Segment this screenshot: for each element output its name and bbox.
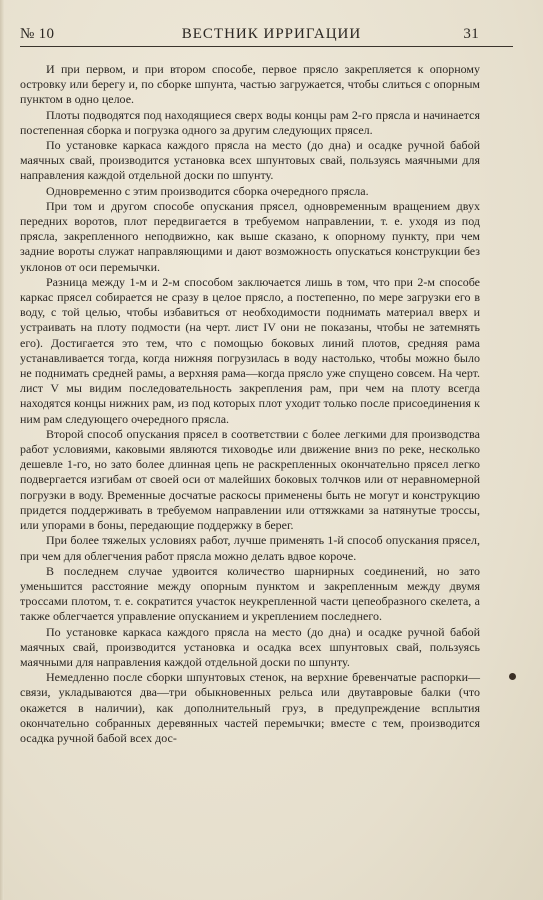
ink-dot-mark — [509, 673, 516, 680]
paragraph: Второй способ опускания прясел в соответствии с более легкими для производства работ условиями, каковыми являются тиховодье или движение вниз по реке, несколько дешевле 1-го, но зато более длинная цепь не раскрепленных окончательно прясел легко подвергается изгибам от своей оси от малейших боковых толчков или от неравномерной погрузки в воду. Временные досчатые раскосы применены быть не могут и конструкцию придется поддерживать в требуемом направлении или оттяжками за натянутые троссы, или упорами в боны, передающие поддержку в берег. — [20, 426, 480, 533]
paragraph: В последнем случае удвоится количество шарнирных соединений, но зато уменьшится расстояние между опорным пунктом и закрепленным между двумя троссами плотом, т. е. сократится участок неукрепленной части цепеобразного скелета, а также облегчается управление опусканием и укреплением последнего. — [20, 563, 480, 624]
page-header — [20, 26, 523, 46]
journal-title: ВЕСТНИК ИРРИГАЦИИ — [181, 26, 362, 42]
paragraph: По установке каркаса каждого прясла на место (до дна) и осадке ручной бабой маячных свай, производится установка и осадка всех шпунтовых свай, пользуясь маячными для направления каждой отдельной доски по шпунту. — [20, 624, 480, 669]
issue-number: № 10 — [20, 26, 55, 42]
paragraph: И при первом, и при втором способе, первое прясло закрепляется к опорному островку или берегу и, по сборке шпунта, частью загружается, чтобы слиться с опорным пунктом в одно целое. — [20, 62, 480, 107]
paragraph: Одновременно с этим производится сборка очередного прясла. — [46, 183, 369, 198]
paragraph: При том и другом способе опускания прясел, одновременным вращением двух передних воротов, плот передвигается в требуемом направлении, т. е. уходя из под прясла, закрепленного неподвижно, как выше сказано, к опорному пункту, при чем задние вороты служат направляющими и дают возможность опускаться конструкции без уклонов от оси перемычки. — [20, 198, 480, 274]
page-edge-shadow — [0, 0, 4, 900]
paragraph: Плоты подводятся под находящиеся сверх воды концы рам 2-го прясла и начинается постепенная сборка и погрузка одного за другим следующих прясел. — [20, 107, 480, 137]
page-number: 31 — [463, 26, 479, 42]
paragraph: Немедленно после сборки шпунтовых стенок, на верхние бревенчатые распорки—связи, укладываются два—три обыкновенных рельса или двутавровые балки (что окажется в наличии), как дополнительный груз, в предупреждение всплытия окончательно собранных деревянных частей перемычки; вместе с тем, производится осадка ручной бабой всех дос- — [20, 670, 480, 745]
paragraph: Разница между 1-м и 2-м способом заключается лишь в том, что при 2-м способе каркас прясел собирается не сразу в целое прясло, а постепенно, по мере загрузки его в воду, с той целью, чтобы избавиться от необходимости поднимать материал вверх и устраивать на плоту подмости (на черт. лист IV они не показаны, чтобы не затемнять его). Достигается это тем, что с помощью боковых линий плотов, средняя рама устанавливается тогда, когда нижняя погрузилась в воду настолько, чтобы можно было не поднимать средней рамы, а верхняя рама—когда прясло уже спущено совсем. На черт. лист V мы видим последовательность закрепления рам, при чем на плоту всегда находятся концы нижних рам, из под которых плот уходит только после присоединения к ним рам следующего очередного прясла. — [20, 274, 480, 426]
paragraph: При более тяжелых условиях работ, лучше применять 1-й способ опускания прясел, при чем для облегчения работ прясла можно делать вдвое короче. — [20, 533, 480, 563]
header-rule — [20, 46, 513, 47]
paragraph: По установке каркаса каждого прясла на место (до дна) и осадке ручной бабой маячных свай, производится установка всех шпунтовых свай, пользуясь маячными для направления каждой отдельной доски по шпунту. — [20, 138, 480, 183]
article-body — [20, 62, 480, 746]
